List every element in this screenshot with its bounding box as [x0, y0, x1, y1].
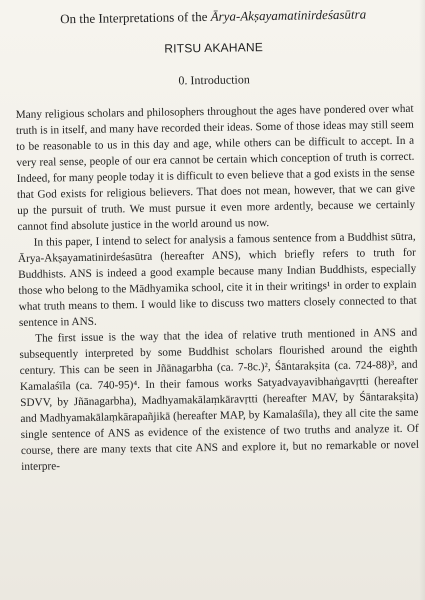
section-heading: 0. Introduction [178, 72, 250, 88]
paper-title-prefix: On the Interpretations of the [60, 8, 211, 27]
author-name: RITSU AKAHANE [164, 40, 264, 56]
document-content [14, 2, 419, 475]
body-paragraph-2: In this paper, I intend to select for analysis a famous sentence from a Buddhist sūtra, Ārya-Akṣayamatinirdeśasūtra (hereafter ANS), which briefly refers to truth for Buddhists. ANS is indeed a good example because many Indian Buddhists, especially those who belong to the Mādhyamika school, cite it in their writings¹ in order to explain what truth means to them. I would like to discuss two matters closely connected to that sentence in ANS. [17, 230, 417, 329]
page-edge-shadow [419, 0, 425, 600]
paper-title-italic: Ārya-Akṣayamatinirdeśasūtra [210, 6, 367, 24]
body-paragraph-1: Many religious scholars and philosophers throughout the ages have pondered over what truth is in itself, and many have recorded their ideas. Some of those ideas may still seem to be reasonable to us in this day and age, while others can be difficult to accept. In a very real sense, people of our era cannot be certain which conception of truth is correct. Indeed, for many people today it is difficult to even believe that a god exists in the sense that God exists for religious believers. That does not mean, however, that we can give up the pursuit of truth. We must pursue it even more ardently, because we certainly cannot find absolute justice in the world around us now. [15, 102, 416, 233]
body-paragraph-3: The first issue is the way that the idea of relative truth mentioned in ANS and subsequently interpreted by some Buddhist scholars flourished around the eighth century. This can be seen in Jñānagarbha (ca. 7-8c.)², Śāntarakṣita (ca. 724-88)³, and Kamalaśīla (ca. 740-95)⁴. In their famous works Satyadvayavibhaṅgavṛtti (hereafter SDVV, by Jñānagarbha), Madhyamakālaṃkāravṛtti (hereafter MAV, by Śāntarakṣita) and Madhyamakālaṃkārapañjikā (hereafter MAP, by Kamalaśīla), they all cite the same single sentence of ANS as evidence of the existence of two truths and analyze it. Of course, there are many texts that cite ANS and explore it, but no remarkable or novel interpre- [19, 326, 420, 473]
paper-title [14, 6, 412, 28]
